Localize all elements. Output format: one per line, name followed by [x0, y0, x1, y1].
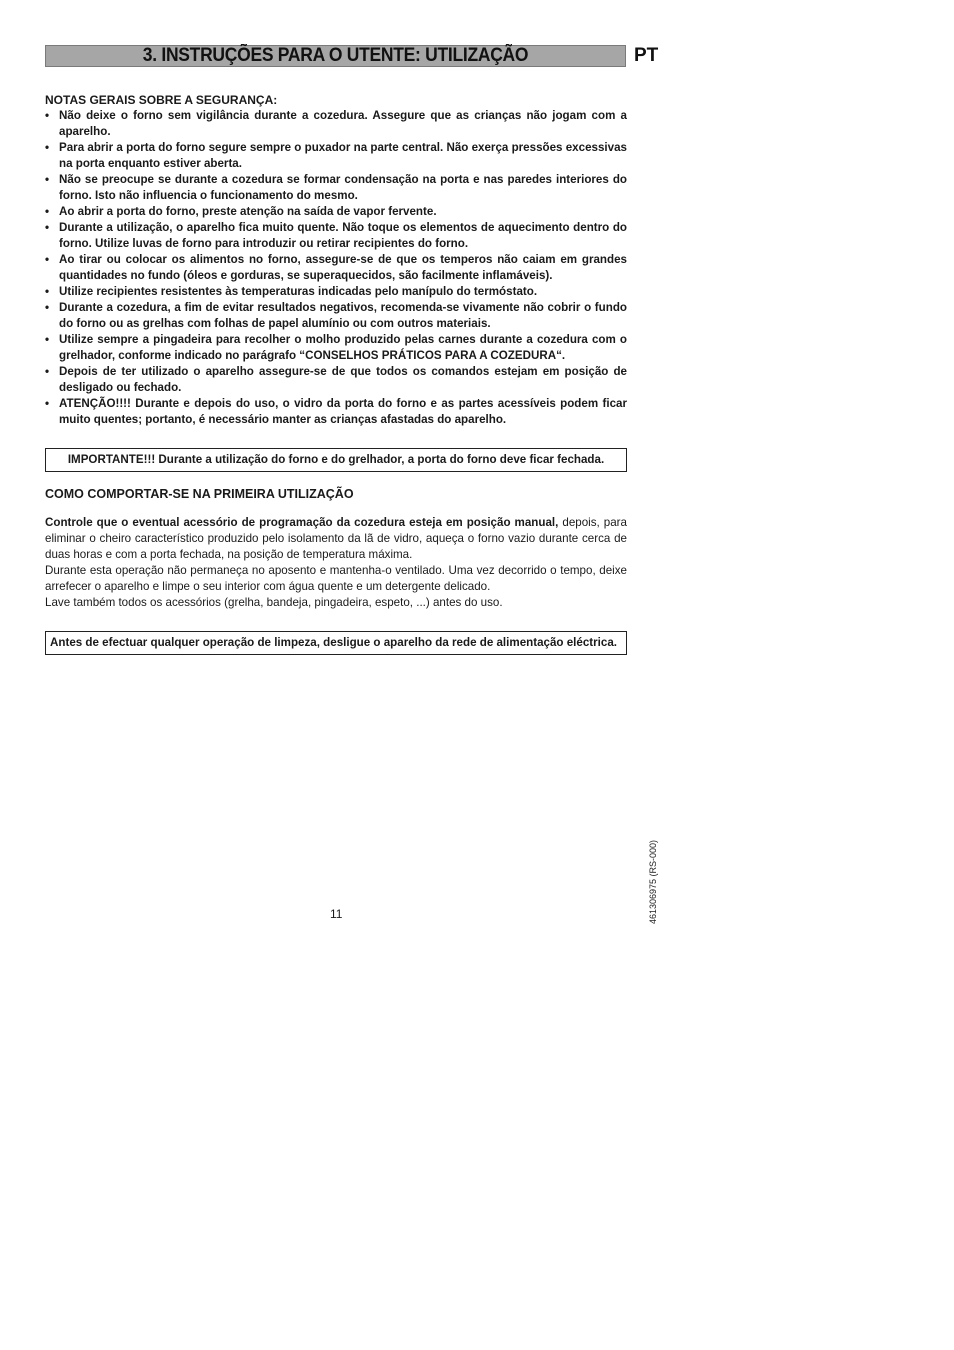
safety-item: • Ao tirar ou colocar os alimentos no forno, assegure-se de que os temperos não caiam em grandes quantidades no fundo (óleos e gorduras, se superaquecidos, são facilmente inflamáveis). — [45, 252, 627, 284]
section-title: 3. INSTRUÇÕES PARA O UTENTE: UTILIZAÇÃO — [142, 45, 529, 66]
first-use-paragraph-1-bold: Controle que o eventual acessório de programação da cozedura esteja em posição manual, — [45, 515, 559, 529]
safety-item: • Utilize recipientes resistentes às temperaturas indicadas pelo manípulo do termóstato. — [45, 284, 627, 300]
safety-item: • Durante a cozedura, a fim de evitar resultados negativos, recomenda-se vivamente não cobrir o fundo do forno ou as grelhas com folhas de papel alumínio ou com outros materiais. — [45, 300, 627, 332]
document-code: 461306975 (RS-000) — [648, 839, 658, 924]
first-use-paragraph-1-rest: depois, para eliminar o cheiro característico produzido pelo isolamento da lã de vidro, aqueça o forno vazio durante cerca de duas horas e com a porta fechada, na posição de temperatura máxima. — [45, 515, 627, 561]
safety-list — [45, 108, 627, 428]
safety-item: • Para abrir a porta do forno segure sempre o puxador na parte central. Não exerça pressões excessivas na porta enquanto estiver aberta. — [45, 140, 627, 172]
first-use-paragraph-3: Lave também todos os acessórios (grelha, bandeja, pingadeira, espeto, ...) antes do uso. — [45, 595, 503, 609]
page-content — [45, 92, 627, 655]
safety-item: • Depois de ter utilizado o aparelho assegure-se de que todos os comandos estejam em posição de desligado ou fechado. — [45, 364, 627, 396]
safety-item: • Não se preocupe se durante a cozedura se formar condensação na porta e nas paredes interiores do forno. Isto não influencia o funcionamento do mesmo. — [45, 172, 627, 204]
safety-heading: NOTAS GERAIS SOBRE A SEGURANÇA: — [45, 93, 278, 107]
language-code: PT — [634, 45, 659, 66]
first-use-paragraph-2: Durante esta operação não permaneça no aposento e mantenha-o ventilado. Uma vez decorrido o tempo, deixe arrefecer o aparelho e limpe o seu interior com água quente e um detergente delicado. — [45, 563, 627, 593]
safety-item: • Durante a utilização, o aparelho fica muito quente. Não toque os elementos de aquecimento dentro do forno. Utilize luvas de forno para introduzir ou retirar recipientes do forno. — [45, 220, 627, 252]
safety-item: • Não deixe o forno sem vigilância durante a cozedura. Assegure que as crianças não jogam com a aparelho. — [45, 108, 627, 140]
safety-item: • ATENÇÃO!!!! Durante e depois do uso, o vidro da porta do forno e as partes acessíveis podem ficar muito quentes; portanto, é necessário manter as crianças afastadas do aparelho. — [45, 396, 627, 428]
page-number: 11 — [330, 907, 343, 921]
section-header-bar — [45, 45, 626, 67]
cleaning-notice-box: Antes de efectuar qualquer operação de limpeza, desligue o aparelho da rede de alimentação eléctrica. — [45, 631, 627, 655]
important-notice-box: IMPORTANTE!!! Durante a utilização do forno e do grelhador, a porta do forno deve ficar fechada. — [45, 448, 627, 472]
first-use-heading: COMO COMPORTAR-SE NA PRIMEIRA UTILIZAÇÃO — [45, 487, 354, 501]
safety-item: • Utilize sempre a pingadeira para recolher o molho produzido pelas carnes durante a cozedura com o grelhador, conforme indicado no parágrafo “CONSELHOS PRÁTICOS PARA A COZEDURA“. — [45, 332, 627, 364]
first-use-paragraph-1 — [45, 515, 627, 563]
safety-item: • Ao abrir a porta do forno, preste atenção na saída de vapor fervente. — [45, 204, 627, 220]
